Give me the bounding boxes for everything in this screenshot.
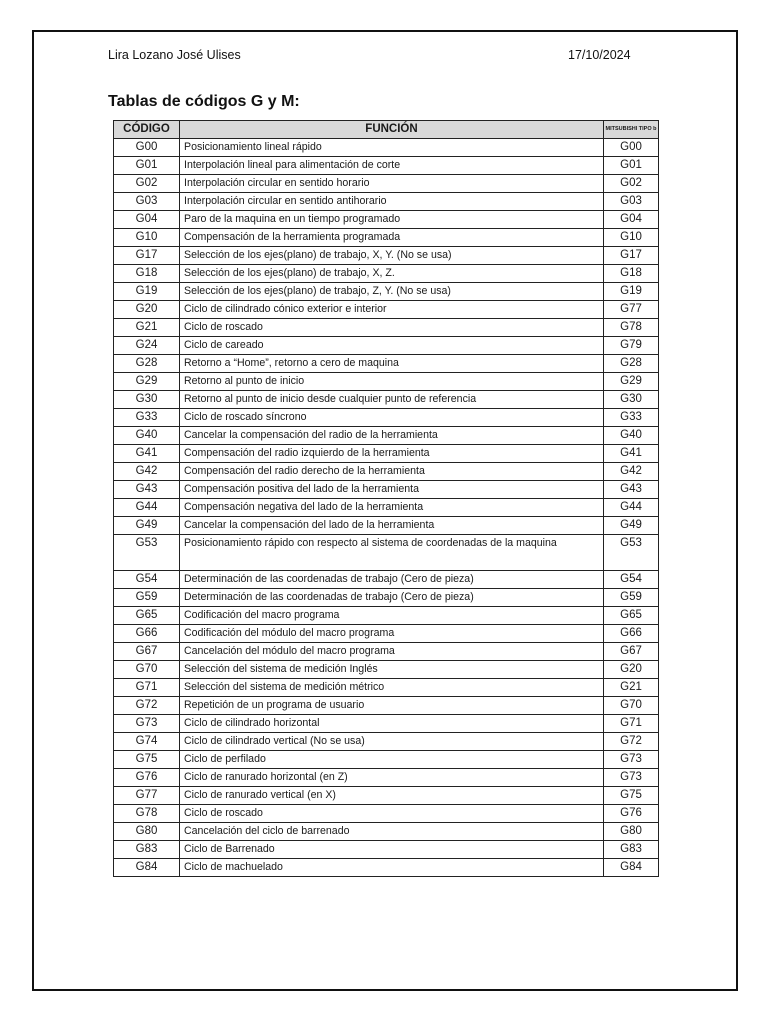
mitsubishi-cell: G18 xyxy=(604,265,659,283)
column-header-mitsubishi: MITSUBISHI TIPO b xyxy=(604,121,659,139)
mitsubishi-cell: G28 xyxy=(604,355,659,373)
mitsubishi-cell: G17 xyxy=(604,247,659,265)
function-cell: Repetición de un programa de usuario xyxy=(180,697,604,715)
code-cell: G84 xyxy=(114,859,180,877)
table-row xyxy=(114,823,659,841)
function-cell: Selección de los ejes(plano) de trabajo, Z, Y. (No se usa) xyxy=(180,283,604,301)
function-cell: Cancelar la compensación del radio de la herramienta xyxy=(180,427,604,445)
function-cell: Compensación del radio derecho de la herramienta xyxy=(180,463,604,481)
table-row xyxy=(114,229,659,247)
mitsubishi-cell: G21 xyxy=(604,679,659,697)
table-row xyxy=(114,751,659,769)
mitsubishi-cell: G73 xyxy=(604,769,659,787)
table-row xyxy=(114,427,659,445)
table-row xyxy=(114,841,659,859)
code-cell: G40 xyxy=(114,427,180,445)
code-cell: G01 xyxy=(114,157,180,175)
table-row xyxy=(114,247,659,265)
function-cell: Ciclo de machuelado xyxy=(180,859,604,877)
mitsubishi-cell: G29 xyxy=(604,373,659,391)
mitsubishi-cell: G54 xyxy=(604,571,659,589)
table-row xyxy=(114,211,659,229)
code-cell: G00 xyxy=(114,139,180,157)
code-cell: G76 xyxy=(114,769,180,787)
mitsubishi-cell: G10 xyxy=(604,229,659,247)
code-cell: G17 xyxy=(114,247,180,265)
mitsubishi-cell: G59 xyxy=(604,589,659,607)
mitsubishi-cell: G41 xyxy=(604,445,659,463)
mitsubishi-cell: G00 xyxy=(604,139,659,157)
mitsubishi-cell: G75 xyxy=(604,787,659,805)
function-cell: Paro de la maquina en un tiempo programado xyxy=(180,211,604,229)
table-row xyxy=(114,697,659,715)
table-row xyxy=(114,337,659,355)
mitsubishi-cell: G70 xyxy=(604,697,659,715)
table-row xyxy=(114,445,659,463)
mitsubishi-cell: G04 xyxy=(604,211,659,229)
mitsubishi-cell: G66 xyxy=(604,625,659,643)
function-cell: Ciclo de cilindrado horizontal xyxy=(180,715,604,733)
code-cell: G78 xyxy=(114,805,180,823)
function-cell: Determinación de las coordenadas de trabajo (Cero de pieza) xyxy=(180,571,604,589)
table-row xyxy=(114,391,659,409)
function-cell: Compensación de la herramienta programada xyxy=(180,229,604,247)
table-row xyxy=(114,301,659,319)
table-row xyxy=(114,535,659,571)
mitsubishi-cell: G77 xyxy=(604,301,659,319)
table-row xyxy=(114,805,659,823)
code-cell: G73 xyxy=(114,715,180,733)
code-cell: G29 xyxy=(114,373,180,391)
mitsubishi-cell: G76 xyxy=(604,805,659,823)
table-row xyxy=(114,481,659,499)
mitsubishi-cell: G30 xyxy=(604,391,659,409)
code-cell: G83 xyxy=(114,841,180,859)
page-title: Tablas de códigos G y M: xyxy=(108,93,300,110)
function-cell: Retorno a “Home”, retorno a cero de maquina xyxy=(180,355,604,373)
table-row xyxy=(114,193,659,211)
table-row xyxy=(114,589,659,607)
code-cell: G19 xyxy=(114,283,180,301)
code-cell: G30 xyxy=(114,391,180,409)
author-name: Lira Lozano José Ulises xyxy=(108,48,241,62)
mitsubishi-cell: G65 xyxy=(604,607,659,625)
mitsubishi-cell: G78 xyxy=(604,319,659,337)
mitsubishi-cell: G49 xyxy=(604,517,659,535)
mitsubishi-cell: G80 xyxy=(604,823,659,841)
mitsubishi-cell: G72 xyxy=(604,733,659,751)
function-cell: Posicionamiento rápido con respecto al sistema de coordenadas de la maquina xyxy=(180,535,604,571)
code-cell: G65 xyxy=(114,607,180,625)
code-cell: G42 xyxy=(114,463,180,481)
table-row xyxy=(114,715,659,733)
table-row xyxy=(114,517,659,535)
mitsubishi-cell: G02 xyxy=(604,175,659,193)
table-row xyxy=(114,787,659,805)
table-row xyxy=(114,661,659,679)
function-cell: Codificación del módulo del macro programa xyxy=(180,625,604,643)
column-header-function: FUNCIÓN xyxy=(180,121,604,139)
code-cell: G59 xyxy=(114,589,180,607)
function-cell: Cancelar la compensación del lado de la herramienta xyxy=(180,517,604,535)
function-cell: Ciclo de cilindrado cónico exterior e interior xyxy=(180,301,604,319)
function-cell: Codificación del macro programa xyxy=(180,607,604,625)
mitsubishi-cell: G44 xyxy=(604,499,659,517)
mitsubishi-cell: G71 xyxy=(604,715,659,733)
mitsubishi-cell: G53 xyxy=(604,535,659,571)
function-cell: Selección del sistema de medición Inglés xyxy=(180,661,604,679)
table-row xyxy=(114,283,659,301)
table-row xyxy=(114,769,659,787)
function-cell: Ciclo de Barrenado xyxy=(180,841,604,859)
mitsubishi-cell: G03 xyxy=(604,193,659,211)
g-codes-table xyxy=(113,120,659,877)
table-row xyxy=(114,355,659,373)
code-cell: G33 xyxy=(114,409,180,427)
code-cell: G66 xyxy=(114,625,180,643)
code-cell: G04 xyxy=(114,211,180,229)
code-cell: G03 xyxy=(114,193,180,211)
function-cell: Ciclo de perfilado xyxy=(180,751,604,769)
code-cell: G75 xyxy=(114,751,180,769)
table-row xyxy=(114,373,659,391)
function-cell: Ciclo de roscado síncrono xyxy=(180,409,604,427)
function-cell: Determinación de las coordenadas de trabajo (Cero de pieza) xyxy=(180,589,604,607)
column-header-code: CÓDIGO xyxy=(114,121,180,139)
function-cell: Ciclo de roscado xyxy=(180,805,604,823)
document-date: 17/10/2024 xyxy=(568,48,631,62)
function-cell: Cancelación del ciclo de barrenado xyxy=(180,823,604,841)
code-cell: G71 xyxy=(114,679,180,697)
code-cell: G43 xyxy=(114,481,180,499)
table-row xyxy=(114,319,659,337)
code-cell: G02 xyxy=(114,175,180,193)
table-row xyxy=(114,733,659,751)
code-cell: G74 xyxy=(114,733,180,751)
table-row xyxy=(114,607,659,625)
mitsubishi-cell: G01 xyxy=(604,157,659,175)
code-cell: G67 xyxy=(114,643,180,661)
code-cell: G28 xyxy=(114,355,180,373)
code-cell: G20 xyxy=(114,301,180,319)
table-row xyxy=(114,139,659,157)
table-row xyxy=(114,409,659,427)
function-cell: Interpolación lineal para alimentación de corte xyxy=(180,157,604,175)
function-cell: Selección de los ejes(plano) de trabajo, X, Z. xyxy=(180,265,604,283)
mitsubishi-cell: G83 xyxy=(604,841,659,859)
function-cell: Posicionamiento lineal rápido xyxy=(180,139,604,157)
code-cell: G18 xyxy=(114,265,180,283)
table-header-row xyxy=(114,121,659,139)
mitsubishi-cell: G33 xyxy=(604,409,659,427)
function-cell: Cancelación del módulo del macro programa xyxy=(180,643,604,661)
table-row xyxy=(114,859,659,877)
table-row xyxy=(114,175,659,193)
code-cell: G77 xyxy=(114,787,180,805)
mitsubishi-cell: G73 xyxy=(604,751,659,769)
code-cell: G70 xyxy=(114,661,180,679)
function-cell: Ciclo de ranurado horizontal (en Z) xyxy=(180,769,604,787)
mitsubishi-cell: G84 xyxy=(604,859,659,877)
code-cell: G21 xyxy=(114,319,180,337)
code-cell: G41 xyxy=(114,445,180,463)
mitsubishi-cell: G67 xyxy=(604,643,659,661)
mitsubishi-cell: G42 xyxy=(604,463,659,481)
function-cell: Ciclo de ranurado vertical (en X) xyxy=(180,787,604,805)
function-cell: Ciclo de cilindrado vertical (No se usa) xyxy=(180,733,604,751)
mitsubishi-cell: G20 xyxy=(604,661,659,679)
mitsubishi-cell: G43 xyxy=(604,481,659,499)
table-row xyxy=(114,157,659,175)
code-cell: G24 xyxy=(114,337,180,355)
table-row xyxy=(114,571,659,589)
function-cell: Retorno al punto de inicio xyxy=(180,373,604,391)
code-cell: G80 xyxy=(114,823,180,841)
code-cell: G49 xyxy=(114,517,180,535)
table-row xyxy=(114,265,659,283)
code-cell: G10 xyxy=(114,229,180,247)
function-cell: Compensación del radio izquierdo de la herramienta xyxy=(180,445,604,463)
function-cell: Ciclo de roscado xyxy=(180,319,604,337)
code-cell: G72 xyxy=(114,697,180,715)
table-row xyxy=(114,499,659,517)
mitsubishi-cell: G40 xyxy=(604,427,659,445)
mitsubishi-cell: G79 xyxy=(604,337,659,355)
table-row xyxy=(114,679,659,697)
code-cell: G53 xyxy=(114,535,180,571)
table-row xyxy=(114,463,659,481)
function-cell: Selección del sistema de medición métrico xyxy=(180,679,604,697)
code-cell: G44 xyxy=(114,499,180,517)
function-cell: Retorno al punto de inicio desde cualquier punto de referencia xyxy=(180,391,604,409)
function-cell: Compensación positiva del lado de la herramienta xyxy=(180,481,604,499)
function-cell: Selección de los ejes(plano) de trabajo, X, Y. (No se usa) xyxy=(180,247,604,265)
table-row xyxy=(114,625,659,643)
table-body xyxy=(114,139,659,877)
function-cell: Interpolación circular en sentido antihorario xyxy=(180,193,604,211)
mitsubishi-cell: G19 xyxy=(604,283,659,301)
table-row xyxy=(114,643,659,661)
code-cell: G54 xyxy=(114,571,180,589)
function-cell: Ciclo de careado xyxy=(180,337,604,355)
function-cell: Interpolación circular en sentido horario xyxy=(180,175,604,193)
function-cell: Compensación negativa del lado de la herramienta xyxy=(180,499,604,517)
